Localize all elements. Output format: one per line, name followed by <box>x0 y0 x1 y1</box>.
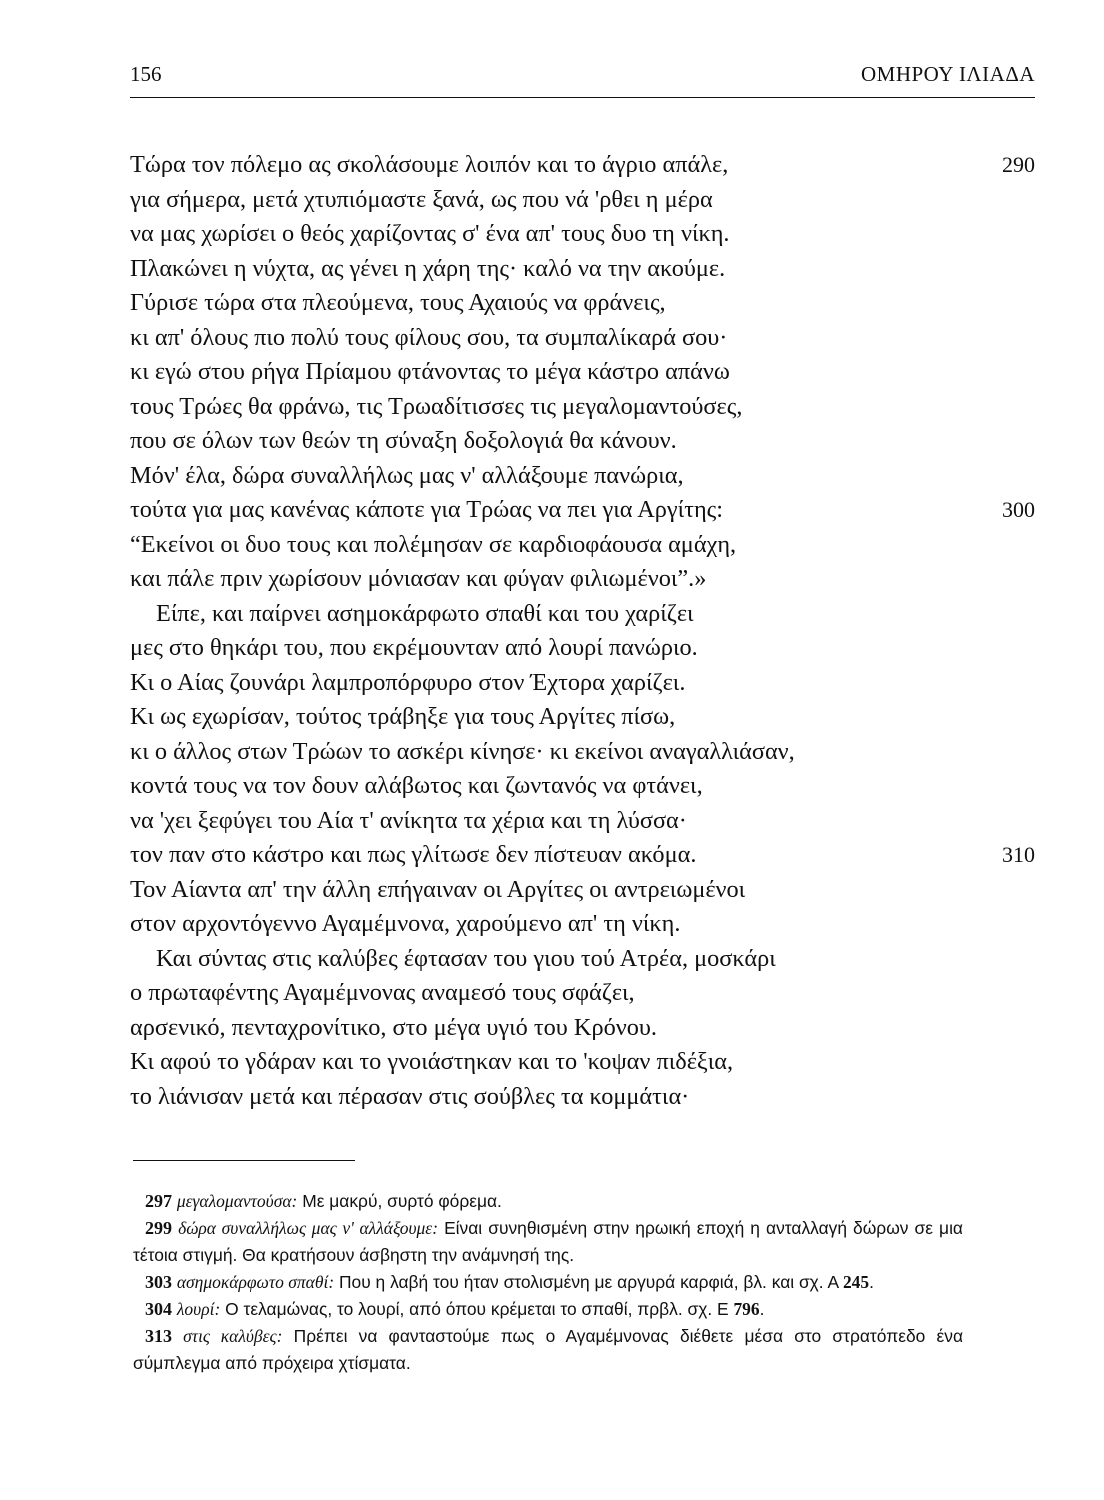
footnote-number: 304 <box>145 1299 172 1319</box>
verse-text: τούτα για μας κανένας κάποτε για Τρώας να πει για Αργίτης: <box>130 496 724 523</box>
footnote-number: 313 <box>145 1326 172 1346</box>
footnote-text: Πρέπει να φανταστούμε πως ο Αγαμέμνονας διέθετε μέσα στο στρατόπεδο ένα σύμπλεγμα από πρόχειρα χτίσματα. <box>133 1326 963 1373</box>
verse-line <box>130 183 1035 218</box>
verse-text: Κι ο Αίας ζουνάρι λαμπροπόρφυρο στον Έχτορα χαρίζει. <box>130 668 686 696</box>
verse-line <box>130 217 1035 252</box>
footnote-number: 299 <box>145 1218 172 1238</box>
verse-text: Μόν' έλα, δώρα συναλλήλως μας ν' αλλάξουμε πανώρια, <box>130 461 684 489</box>
verse-text: τον παν στο κάστρο και πως γλίτωσε δεν πίστευαν ακόμα. <box>130 841 697 868</box>
verse-line <box>130 493 1035 528</box>
verse-line <box>130 424 1035 459</box>
verse-text: να μας χωρίσει ο θεός χαρίζοντας σ' ένα απ' τους δυο τη νίκη. <box>130 220 730 247</box>
footnote <box>133 1188 963 1215</box>
line-number: 310 <box>1002 842 1035 867</box>
footnote-term: ασημοκάρφωτο σπαθί: <box>176 1272 335 1292</box>
verse-line <box>130 666 1035 701</box>
verse-line <box>130 907 1035 942</box>
footnote-reference: 245 <box>842 1272 870 1292</box>
footnote-term: μεγαλομαντούσα: <box>176 1191 298 1211</box>
verse-text: Είπε, και παίρνει ασημοκάρφωτο σπαθί και του χαρίζει <box>156 599 694 627</box>
verse-line <box>130 528 1035 563</box>
verse-text: για σήμερα, μετά χτυπιόμαστε ξανά, ως που νά 'ρθει η μέρα <box>130 185 713 213</box>
verse-text: Κι ως εχωρίσαν, τούτος τράβηξε για τους Αργίτες πίσω, <box>130 703 676 730</box>
verse-text: Πλακώνει η νύχτα, ας γένει η χάρη της· καλό να την ακούμε. <box>130 254 726 282</box>
verse-text: να 'χει ξεφύγει του Αία τ' ανίκητα τα χέρια και τη λύσσα· <box>130 806 687 834</box>
verse-text: μες στο θηκάρι του, που εκρέμουνταν από λουρί πανώριο. <box>130 634 698 661</box>
footnote-text: Ο τελαμώνας, το λουρί, από όπου κρέμεται το σπαθί, πρβλ. σχ. Ε <box>220 1299 734 1319</box>
verse-line <box>130 562 1035 597</box>
footnote-reference: 796 <box>733 1299 760 1319</box>
verse-line <box>130 321 1035 356</box>
footnote-tail: . <box>759 1299 765 1319</box>
footnote-number: 303 <box>145 1272 172 1292</box>
verse-text: Και σύντας στις καλύβες έφτασαν του γιου τού Ατρέα, μοσκάρι <box>156 944 776 972</box>
verse-line <box>130 735 1035 770</box>
verse-line <box>130 1080 1035 1115</box>
footnote-text: Είναι συνηθισμένη στην ηρωική εποχή η ανταλλαγή δώρων σε μια τέτοια στιγμή. Θα κρατήσουν άσβηστη την ανάμνησή της. <box>133 1218 963 1265</box>
verse-text: κοντά τους να τον δουν αλάβωτος και ζωντανός να φτάνει, <box>130 772 703 799</box>
footnote-term: λουρί: <box>176 1299 221 1319</box>
verse-text: που σε όλων των θεών τη σύναξη δοξολογιά θα κάνουν. <box>130 427 677 454</box>
footnote-text: Που η λαβή του ήταν στολισμένη με αργυρά καρφιά, βλ. και σχ. Α <box>334 1272 843 1292</box>
footnote-term: στις καλύβες: <box>183 1326 283 1346</box>
verse-line <box>130 355 1035 390</box>
verse-text: κι απ' όλους πιο πολύ τους φίλους σου, τα συμπαλίκαρά σου· <box>130 323 728 351</box>
verse-text: “Εκείνοι οι δυο τους και πολέμησαν σε καρδιοφάουσα αμάχη, <box>130 530 737 558</box>
footnote <box>133 1296 963 1323</box>
verse-line <box>130 769 1035 804</box>
footnote-rule <box>133 1160 355 1161</box>
footnote-tail: . <box>869 1272 874 1292</box>
verse-line <box>130 873 1035 908</box>
page-number: 156 <box>130 62 162 86</box>
verse-line <box>130 976 1035 1011</box>
verse-block <box>130 148 1035 1114</box>
verse-line <box>130 597 1035 632</box>
footnote-term: δώρα συναλλήλως μας ν' αλλάξουμε: <box>178 1218 439 1238</box>
verse-text: αρσενικό, πενταχρονίτικο, στο μέγα υγιό του Κρόνου. <box>130 1013 657 1041</box>
verse-line <box>130 1045 1035 1080</box>
verse-text: Τον Αίαντα απ' την άλλη επήγαιναν οι Αργίτες οι αντρειωμένοι <box>130 875 746 903</box>
footnote <box>133 1215 963 1269</box>
footnote <box>133 1269 963 1296</box>
verse-text: τους Τρώες θα φράνω, τις Τρωαδίτισσες τις μεγαλομαντούσες, <box>130 392 743 420</box>
verse-line <box>130 286 1035 321</box>
verse-line <box>130 942 1035 977</box>
verse-text: ο πρωταφέντης Αγαμέμνονας αναμεσό τους σφάζει, <box>130 979 635 1006</box>
running-title: ΟΜΗΡΟΥ ΙΛΙΑΔΑ <box>861 62 1035 86</box>
verse-line <box>130 148 1035 183</box>
footnote <box>133 1323 963 1377</box>
verse-line <box>130 1011 1035 1046</box>
line-number: 300 <box>1002 497 1035 522</box>
header-rule <box>130 97 1035 98</box>
verse-text: Τώρα τον πόλεμο ας σκολάσουμε λοιπόν και το άγριο απάλε, <box>130 151 729 178</box>
verse-text: στον αρχοντόγεννο Αγαμέμνονα, χαρούμενο απ' τη νίκη. <box>130 910 681 937</box>
verse-text: Κι αφού το γδάραν και το γνοιάστηκαν και το 'κοψαν πιδέξια, <box>130 1048 734 1075</box>
line-number: 290 <box>1002 152 1035 177</box>
footnote-text: Με μακρύ, συρτό φόρεμα. <box>297 1191 502 1211</box>
verse-text: και πάλε πριν χωρίσουν μόνιασαν και φύγαν φιλιωμένοι”.» <box>130 565 707 592</box>
verse-line <box>130 390 1035 425</box>
verse-text: κι ο άλλος στων Τρώων το ασκέρι κίνησε· κι εκείνοι αναγαλλιάσαν, <box>130 737 795 765</box>
verse-line <box>130 804 1035 839</box>
verse-line <box>130 252 1035 287</box>
footnotes-block <box>133 1188 963 1377</box>
verse-line <box>130 838 1035 873</box>
verse-line <box>130 631 1035 666</box>
footnote-number: 297 <box>145 1191 172 1211</box>
verse-text: κι εγώ στου ρήγα Πρίαμου φτάνοντας το μέγα κάστρο απάνω <box>130 358 730 385</box>
verse-line <box>130 700 1035 735</box>
page-header <box>130 62 1035 94</box>
verse-text: Γύρισε τώρα στα πλεούμενα, τους Αχαιούς να φράνεις, <box>130 289 666 316</box>
verse-line <box>130 459 1035 494</box>
verse-text: το λιάνισαν μετά και πέρασαν στις σούβλες τα κομμάτια· <box>130 1082 690 1110</box>
